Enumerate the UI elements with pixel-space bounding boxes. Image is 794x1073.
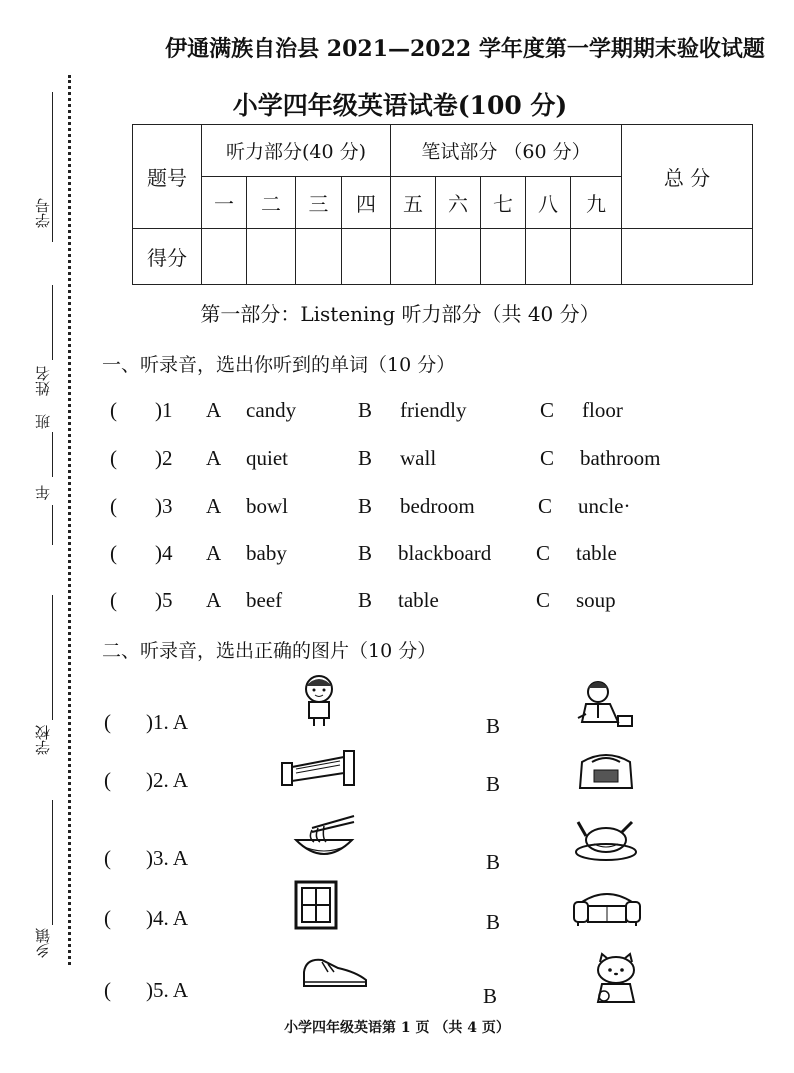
option-c-label: C [540,398,555,422]
option-b-word: bedroom [400,494,475,518]
score-cell-4[interactable] [342,229,391,285]
q1-row-3 [0,494,794,524]
window-icon [294,880,338,930]
option-b-label: B [358,588,373,612]
option-b-label: B [486,772,501,796]
option-b-word: wall [400,446,437,470]
score-cell-9[interactable] [571,229,622,285]
score-cell-6[interactable] [436,229,481,285]
name-label: 姓名 [34,366,52,396]
total-header: 总 分 [622,125,753,229]
option-a-label: A [206,588,222,612]
answer-paren[interactable]: ( [110,588,117,612]
option-b-label: B [358,446,373,470]
item-number: )1. A [146,710,188,734]
hello-kitty-icon [588,952,644,1006]
option-a-label: A [206,446,222,470]
roast-chicken-icon [574,816,638,862]
score-cell-total[interactable] [622,229,753,285]
score-cell-1[interactable] [202,229,247,285]
col-2: 二 [247,177,296,229]
col-1: 一 [202,177,247,229]
option-b-label: B [486,850,501,874]
col-3: 三 [296,177,342,229]
option-b-word: table [398,588,439,612]
answer-paren[interactable]: ( [104,906,111,930]
item-number: )3 [155,494,173,518]
col-9: 九 [571,177,622,229]
answer-paren[interactable]: ( [110,541,117,565]
score-cell-3[interactable] [296,229,342,285]
student-no-label: 学号 [34,198,52,228]
q2-row-3 [0,846,794,876]
option-b-word: blackboard [398,541,492,565]
name-line [52,285,53,360]
col-5: 五 [391,177,436,229]
option-a-word: beef [246,588,283,612]
item-number: )2. A [146,768,188,792]
item-number: )5. A [146,978,188,1002]
option-b-label: B [358,494,373,518]
row-label-score: 得分 [133,229,202,285]
col-4: 四 [342,177,391,229]
option-c-word: table [576,541,617,565]
option-c-label: C [538,494,553,518]
option-b-label: B [358,398,373,422]
option-b-word: friendly [400,398,467,422]
col-6: 六 [436,177,481,229]
q2-row-5 [0,978,794,1008]
q1-row-1 [0,398,794,428]
item-number: )4. A [146,906,188,930]
girl-icon [296,672,342,728]
q1-title: 一、听录音，选出你听到的单词（10 分） [102,354,456,376]
option-a-word: quiet [246,446,288,470]
grade-label: 年 [34,485,52,500]
option-c-label: C [536,541,551,565]
schoolbag-icon [574,746,638,794]
page-footer: 小学四年级英语第 1 页 （共 4 页） [284,1020,510,1036]
col-8: 八 [526,177,571,229]
exam-subtitle: 小学四年级英语试卷(100 分) [232,91,568,120]
score-cell-2[interactable] [247,229,296,285]
answer-paren[interactable]: ( [104,710,111,734]
q1-row-5 [0,588,794,618]
score-cell-5[interactable] [391,229,436,285]
option-a-label: A [206,398,222,422]
option-c-word: floor [582,398,623,422]
answer-paren[interactable]: ( [110,494,117,518]
option-c-label: C [536,588,551,612]
option-c-word: uncle· [578,494,631,518]
item-number: )1 [155,398,173,422]
town-label: 乡镇 [34,928,52,958]
item-number: )5 [155,588,173,612]
school-label: 学校 [34,725,52,755]
option-a-word: bowl [246,494,288,518]
option-b-label: B [486,910,501,934]
class-label: 班 [34,414,52,429]
part1-title: 第一部分：Listening 听力部分（共 40 分） [200,302,600,326]
answer-paren[interactable]: ( [104,768,111,792]
q1-row-4 [0,541,794,571]
option-a-label: A [206,494,222,518]
answer-paren[interactable]: ( [104,846,111,870]
score-cell-7[interactable] [481,229,526,285]
answer-paren[interactable]: ( [104,978,111,1002]
col-7: 七 [481,177,526,229]
row-label-num: 题号 [133,125,202,229]
bed-icon [278,745,358,787]
q2-row-1 [0,710,794,740]
option-c-word: soup [576,588,616,612]
q2-row-4 [0,906,794,936]
option-c-word: bathroom [580,446,661,470]
option-b-label: B [358,541,373,565]
q2-row-2 [0,768,794,798]
sofa-icon [572,884,642,928]
answer-paren[interactable]: ( [110,446,117,470]
q2-title: 二、听录音，选出正确的图片（10 分） [102,640,437,662]
item-number: )4 [155,541,173,565]
writing-header: 笔试部分 （60 分） [391,125,622,177]
shoe-icon [300,952,370,992]
man-with-bag-icon [574,678,638,730]
item-number: )2 [155,446,173,470]
option-c-label: C [540,446,555,470]
score-table [132,124,753,285]
exam-title: 伊通满族自治县 2021—2022 学年度第一学期期末验收试题 [165,36,765,62]
item-number: )3. A [146,846,188,870]
option-a-word: candy [246,398,297,422]
q1-row-2 [0,446,794,476]
option-b-label: B [486,714,501,738]
noodles-bowl-icon [292,812,358,864]
option-a-word: baby [246,541,287,565]
score-cell-8[interactable] [526,229,571,285]
answer-paren[interactable]: ( [110,398,117,422]
option-b-label: B [483,984,498,1008]
listening-header: 听力部分(40 分) [202,125,391,177]
option-a-label: A [206,541,222,565]
